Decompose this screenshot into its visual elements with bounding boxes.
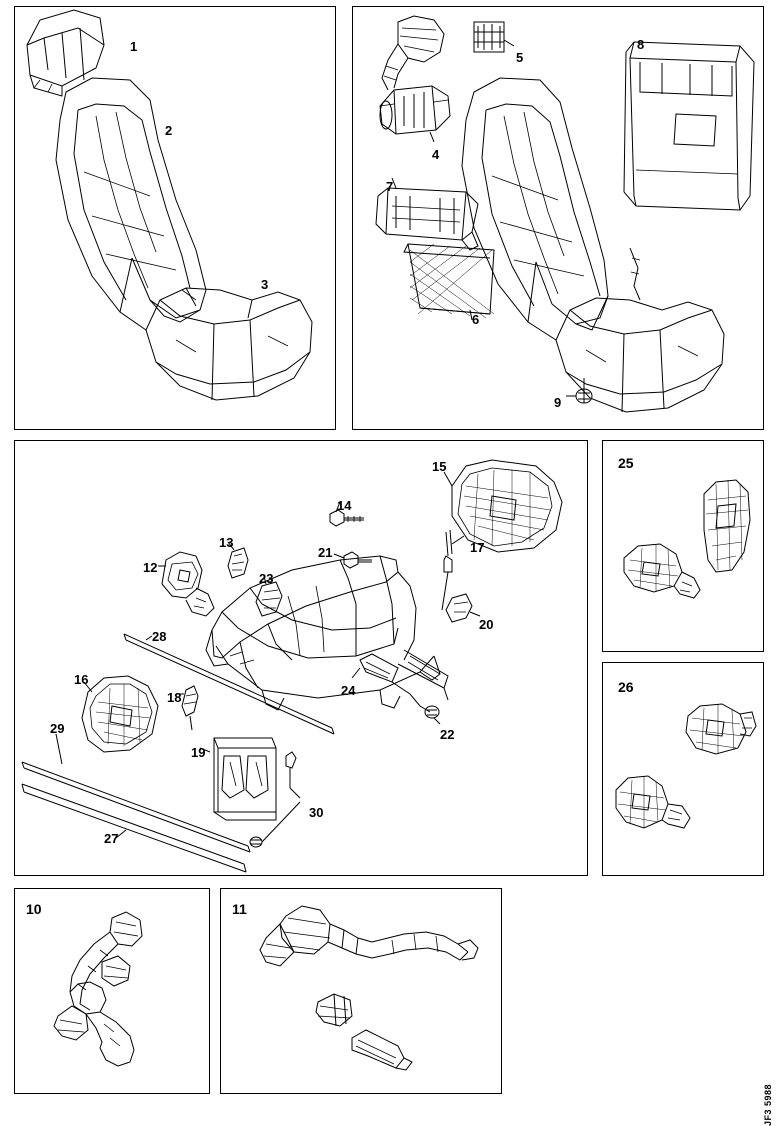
callout-19: 19 — [191, 745, 206, 760]
panel-25 — [602, 440, 764, 652]
callout-2: 2 — [165, 123, 173, 138]
callout-30: 30 — [309, 805, 324, 820]
callout-17: 17 — [470, 540, 485, 555]
callout-22: 22 — [440, 727, 455, 742]
callout-28: 28 — [152, 629, 167, 644]
callout-29: 29 — [50, 721, 65, 736]
callout-14: 14 — [337, 498, 352, 513]
callout-4: 4 — [432, 147, 440, 162]
panel-main — [14, 440, 588, 876]
callout-9: 9 — [554, 395, 562, 410]
panel-11 — [220, 888, 502, 1094]
callout-8: 8 — [637, 37, 645, 52]
panel-top-left — [14, 6, 336, 430]
callout-18: 18 — [167, 690, 182, 705]
callout-15: 15 — [432, 459, 447, 474]
callout-21: 21 — [318, 545, 333, 560]
callout-13: 13 — [219, 535, 234, 550]
panel-label-11: 11 — [232, 901, 247, 917]
callout-12: 12 — [143, 560, 158, 575]
callout-7: 7 — [386, 179, 394, 194]
callout-1: 1 — [130, 39, 138, 54]
callout-27: 27 — [104, 831, 119, 846]
panel-top-right — [352, 6, 764, 430]
panel-label-25: 25 — [618, 455, 634, 471]
callout-23: 23 — [259, 571, 274, 586]
panel-label-26: 26 — [618, 679, 634, 695]
panel-label-10: 10 — [26, 901, 42, 917]
callout-16: 16 — [74, 672, 89, 687]
callout-24: 24 — [341, 683, 356, 698]
callout-20: 20 — [479, 617, 494, 632]
sheet-code: JF3 5988 — [763, 1084, 773, 1126]
panel-10 — [14, 888, 210, 1094]
callout-6: 6 — [472, 312, 480, 327]
callout-3: 3 — [261, 277, 269, 292]
callout-5: 5 — [516, 50, 524, 65]
